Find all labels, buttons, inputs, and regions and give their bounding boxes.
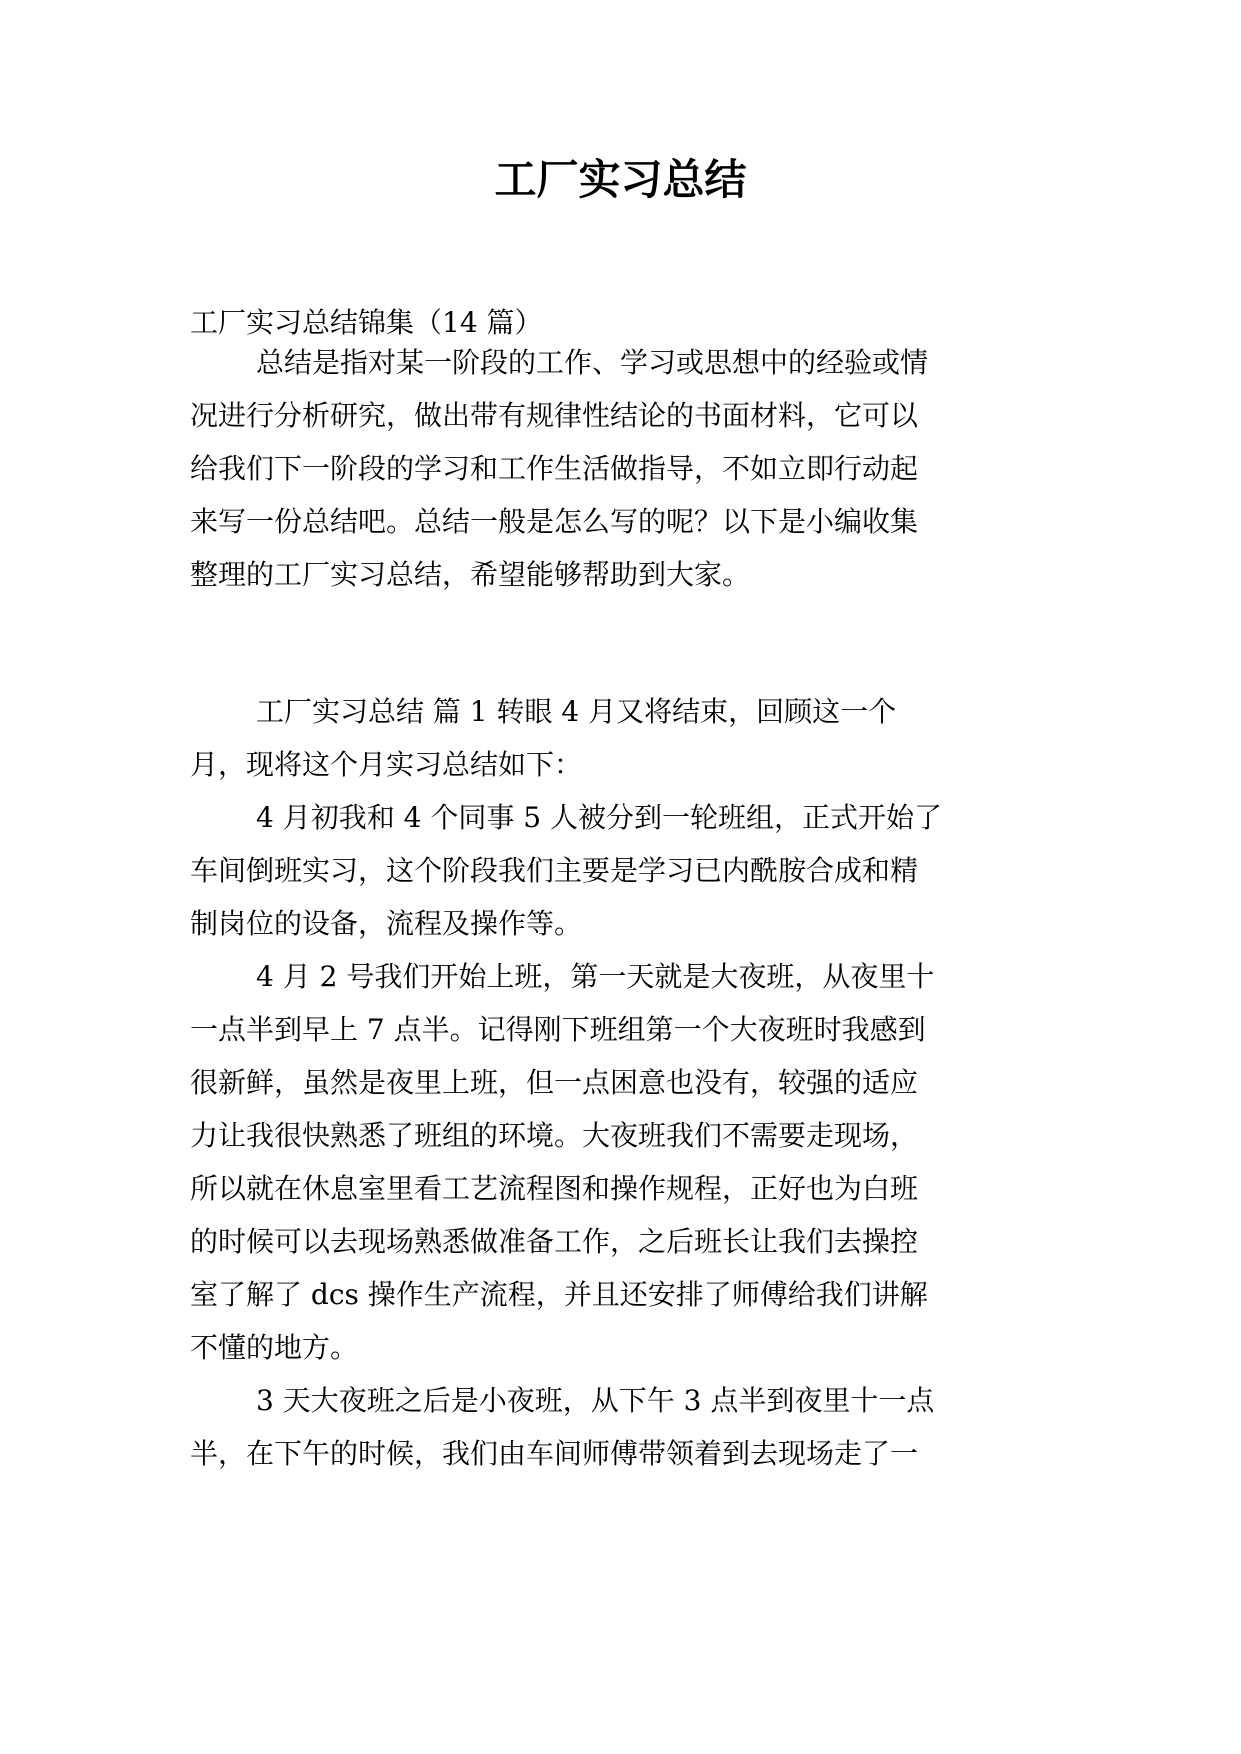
paragraph-line: 室了解了 dcs 操作生产流程，并且还安排了师傅给我们讲解 <box>190 1278 928 1311</box>
paragraph-line: 所以就在休息室里看工艺流程图和操作规程，正好也为白班 <box>190 1172 919 1205</box>
paragraph-line: 一点半到早上 7 点半。记得刚下班组第一个大夜班时我感到 <box>190 1013 926 1046</box>
paragraph-line: 很新鲜，虽然是夜里上班，但一点困意也没有，较强的适应 <box>190 1066 919 1099</box>
section-1-line: 工厂实习总结 篇 1 转眼 4 月又将结束，回顾这一个 <box>256 695 897 728</box>
document-title: 工厂实习总结 <box>494 155 747 204</box>
paragraph-line: 4 月 2 号我们开始上班，第一天就是大夜班，从夜里十 <box>256 960 935 993</box>
intro-line: 给我们下一阶段的学习和工作生活做指导，不如立即行动起 <box>190 452 919 485</box>
paragraph-line: 制岗位的设备，流程及操作等。 <box>190 907 583 940</box>
paragraph-line: 3 天大夜班之后是小夜班，从下午 3 点半到夜里十一点 <box>256 1384 935 1417</box>
paragraph-line: 半，在下午的时候，我们由车间师傅带领着到去现场走了一 <box>190 1437 919 1470</box>
paragraph-line: 不懂的地方。 <box>190 1331 359 1364</box>
collection-heading: 工厂实习总结锦集（14 篇） <box>190 306 543 339</box>
intro-line: 来写一份总结吧。总结一般是怎么写的呢？以下是小编收集 <box>190 505 919 538</box>
paragraph-line: 的时候可以去现场熟悉做准备工作，之后班长让我们去操控 <box>190 1225 919 1258</box>
intro-line: 总结是指对某一阶段的工作、学习或思想中的经验或情 <box>256 346 929 379</box>
paragraph-line: 车间倒班实习，这个阶段我们主要是学习已内酰胺合成和精 <box>190 854 919 887</box>
paragraph-line: 力让我很快熟悉了班组的环境。大夜班我们不需要走现场， <box>190 1119 919 1152</box>
section-1-line: 月，现将这个月实习总结如下： <box>190 748 583 781</box>
intro-line: 况进行分析研究，做出带有规律性结论的书面材料，它可以 <box>190 399 919 432</box>
paragraph-line: 4 月初我和 4 个同事 5 人被分到一轮班组，正式开始了 <box>256 801 942 834</box>
intro-line: 整理的工厂实习总结，希望能够帮助到大家。 <box>190 558 751 591</box>
